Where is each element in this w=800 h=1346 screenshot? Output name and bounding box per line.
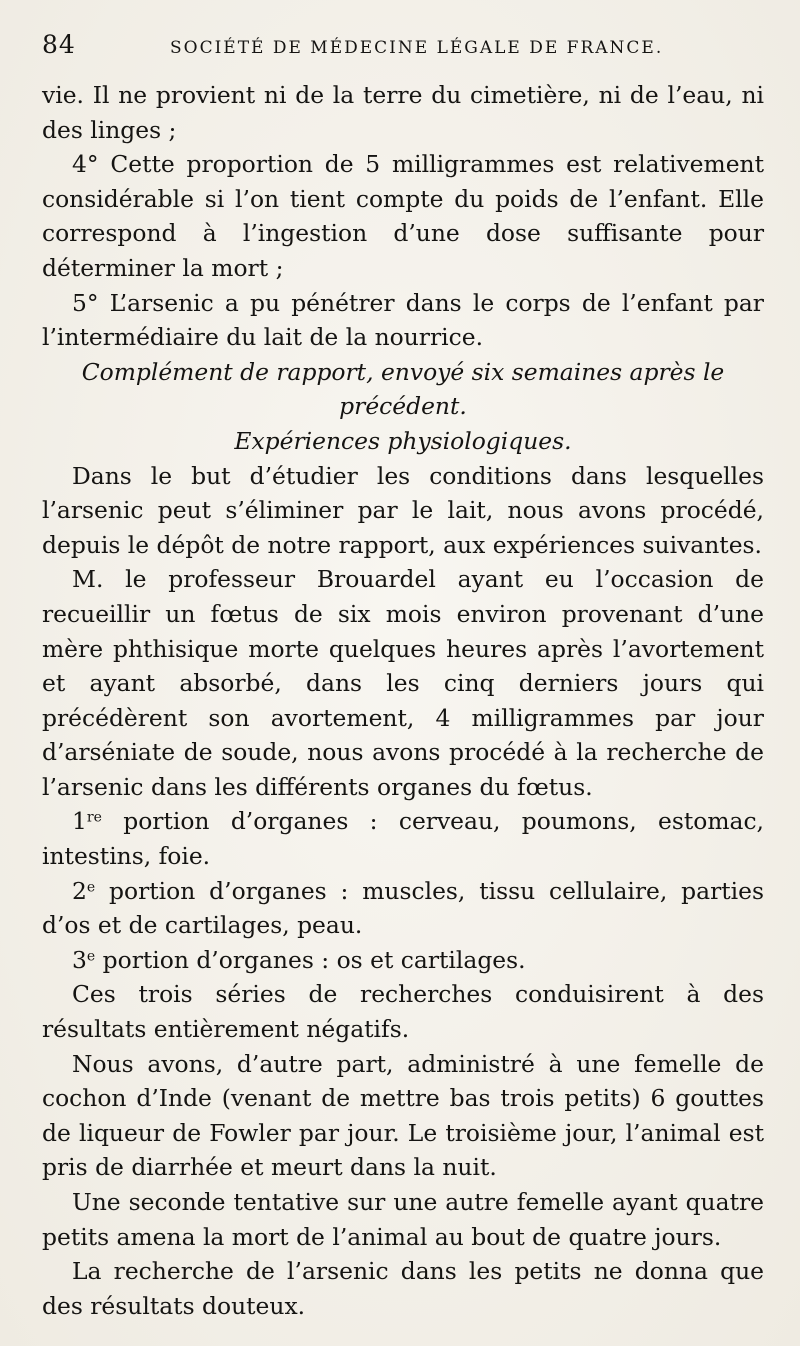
running-title: SOCIÉTÉ DE MÉDECINE LÉGALE DE FRANCE. — [170, 38, 664, 58]
paragraph-conclusion-4: 4° Cette proportion de 5 milligrammes est relativement considérable si l’on tient compte du poids de l’enfant. Elle correspond à l’ingestion d’une dose suffisante pour déterminer la mort ; — [42, 150, 764, 282]
paragraph-guinea-pig-1: Nous avons, d’autre part, administré à une femelle de cochon d’Inde (venant de mettre bas trois petits) 6 gouttes de liqueur de Fowler par jour. Le troisième jour, l’animal est pris de diarrhée et meurt dans la nuit. — [42, 1049, 764, 1182]
paragraph-objective: Dans le but d’étudier les conditions dans lesquelles l’arsenic peut s’éliminer par le lait, nous avons procédé, depuis le dépôt de notre rapport, aux expériences suivantes. — [42, 461, 764, 559]
organ-portion-1 — [42, 804, 764, 873]
section-subtitle: Expériences physiologiques. — [234, 426, 572, 455]
organ-portion-3 — [42, 943, 764, 978]
section-title: Complément de rapport, envoyé six semaines après le précédent. — [81, 357, 725, 421]
paragraph-conclusion-3: vie. Il ne provient ni de la terre du cimetière, ni de l’eau, ni des linges ; — [42, 81, 764, 144]
page-number: 84 — [42, 30, 76, 59]
organ-portion-2 — [42, 874, 764, 943]
page-header — [42, 30, 764, 78]
portion-number: 2 — [72, 876, 87, 905]
paragraph-offspring-results: La recherche de l’arsenic dans les petits ne donna que des résultats douteux. — [42, 1257, 764, 1320]
ordinal-suffix: e — [86, 948, 96, 965]
ordinal-suffix: re — [86, 809, 102, 826]
portion-text: portion d’organes : muscles, tissu cellulaire, parties d’os et de cartilages, peau. — [42, 876, 764, 940]
paragraph-results: Ces trois séries de recherches conduisirent à des résultats entièrement négatifs. — [42, 980, 764, 1044]
paragraph-foetus-experiment: M. le professeur Brouardel ayant eu l’occasion de recueillir un fœtus de six mois environ provenant d’une mère phthisique morte quelques heures après l’avortement et ayant absorbé, dans les cinq derniers jours qui précédèrent son avortement, 4 milligrammes par jour d’arséniate de soude, nous avons procédé à la recherche de l’arsenic dans les différents organes du fœtus. — [42, 565, 764, 801]
portion-number: 3 — [72, 945, 87, 974]
portion-text: portion d’organes : os et cartilages. — [95, 945, 526, 974]
portion-number: 1 — [72, 807, 87, 836]
paragraph-guinea-pig-2: Une seconde tentative sur une autre femelle ayant quatre petits amena la mort de l’animal au bout de quatre jours. — [42, 1188, 764, 1251]
page-body — [42, 78, 764, 1323]
ordinal-suffix: e — [86, 878, 96, 895]
portion-text: portion d’organes : cerveau, poumons, estomac, intestins, foie. — [42, 807, 764, 871]
paragraph-conclusion-5: 5° L’arsenic a pu pénétrer dans le corps de l’enfant par l’intermédiaire du lait de la nourrice. — [42, 288, 764, 352]
